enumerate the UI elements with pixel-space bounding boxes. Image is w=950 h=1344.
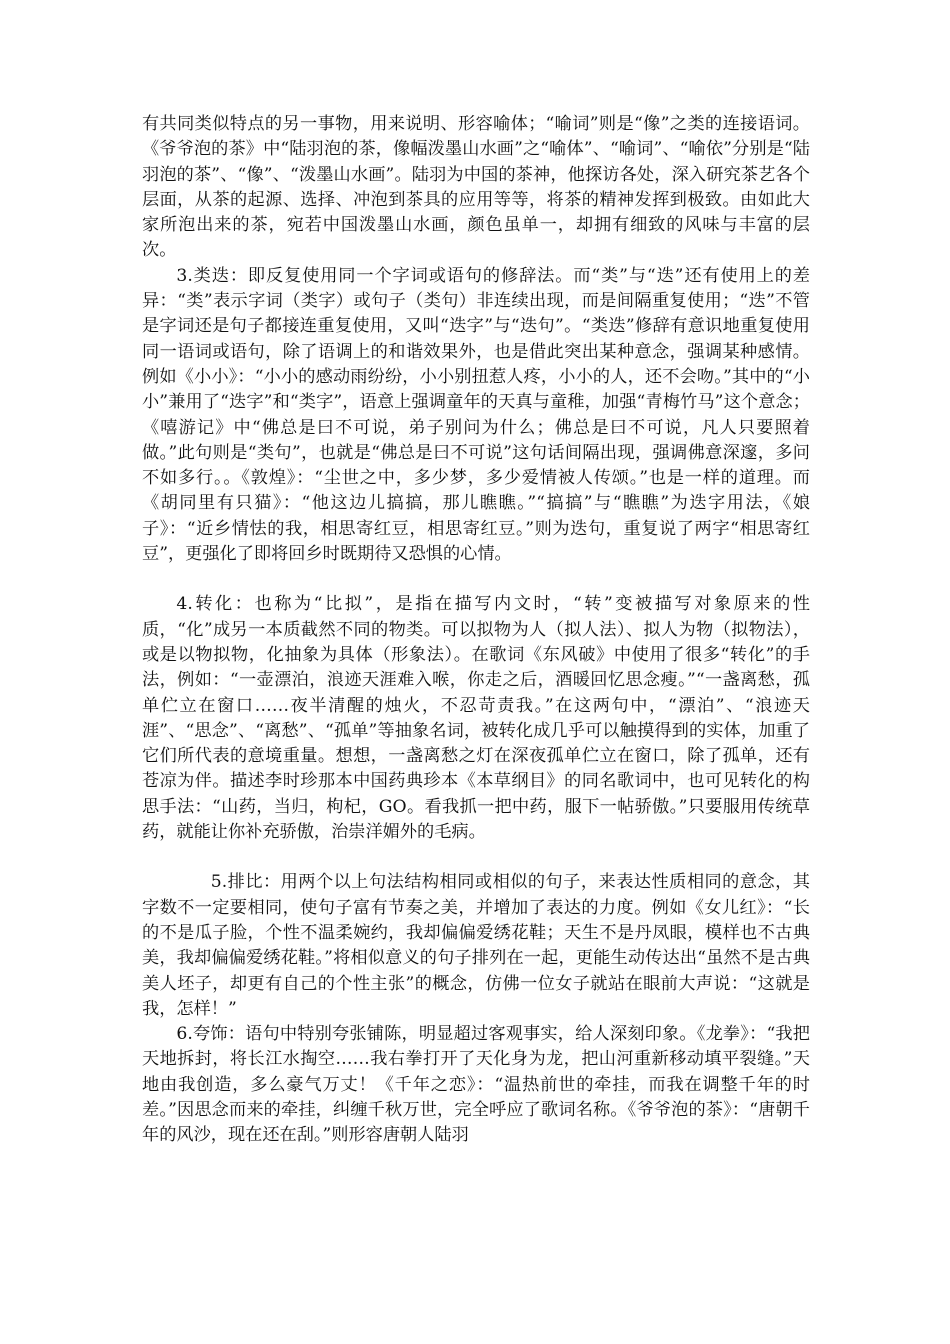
paragraph-personification: 4.转化：也称为“比拟”，是指在描写内文时，“转”变被描写对象原来的性质，“化”成另一本质截然不同的物类。可以拟物为人（拟人法）、拟人为物（拟物法），或是以物拟物，化抽象为具体（形象法）。在歌词《东风破》中使用了很多“转化”的手法，例如：“一壶漂泊，浪迹天涯难入喉，你走之后，酒暖回忆思念瘦。”“一盏离愁，孤单伫立在窗口……夜半清醒的烛火，不忍苛责我。”在这两句中，“漂泊”、“浪迹天涯”、“思念”、“离愁”、“孤单”等抽象名词，被转化成几乎可以触摸得到的实体，加重了它们所代表的意境重量。想想，一盏离愁之灯在深夜孤单伫立在窗口，除了孤单，还有苍凉为伴。描述李时珍那本中国药典珍本《本草纲目》的同名歌词中，也可见转化的构思手法：“山药，当归，枸杞，GO。看我抓一把中药，服下一帖骄傲。”只要服用传统草药，就能让你补充骄傲，治崇洋媚外的毛病。 (142, 594, 810, 843)
document-page (142, 112, 810, 1149)
paragraph-hyperbole: 6.夸饰：语句中特别夸张铺陈，明显超过客观事实，给人深刻印象。《龙拳》：“我把天地拆封，将长江水掏空……我右拳打开了天化身为龙，把山河重新移动填平裂缝。”天地由我创造，多么豪气万丈！《千年之恋》：“温热前世的牵挂，而我在调整千年的时差。”因思念而来的牵挂，纠缠千秋万世，完全呼应了歌词名称。《爷爷泡的茶》：“唐朝千年的风沙，现在还在刮。”则形容唐朝人陆羽 (142, 1024, 810, 1146)
paragraph-repetition: 3.类迭：即反复使用同一个字词或语句的修辞法。而“类”与“迭”还有使用上的差异：“类”表示字词（类字）或句子（类句）非连续出现，而是间隔重复使用；“迭”不管是字词还是句子都接连重复使用，又叫“迭字”与“迭句”。“类迭”修辞有意识地重复使用同一语词或语句，除了语调上的和谐效果外，也是借此突出某种意念，强调某种感情。例如《小小》：“小小的感动雨纷纷，小小别扭惹人疼，小小的人，还不会吻。”其中的“小小”兼用了“迭字”和“类字”，语意上强调童年的天真与童稚，加强“青梅竹马”这个意念；《嘻游记》中“佛总是曰不可说，弟子别问为什么；佛总是曰不可说，凡人只要照着做。”此句则是“类句”，也就是“佛总是曰不可说”这句话间隔出现，强调佛意深邃，多问不如多行。。《敦煌》：“尘世之中，多少梦，多少爱情被人传颂。”也是一样的道理。而《胡同里有只猫》：“他这边儿搞搞，那儿瞧瞧。”“搞搞”与“瞧瞧”为迭字用法，《娘子》：“近乡情怯的我，相思寄红豆，相思寄红豆。”则为迭句，重复说了两字“相思寄红豆”，更强化了即将回乡时既期待又恐惧的心情。 (142, 265, 810, 565)
paragraph-metaphor-continued: 有共同类似特点的另一事物，用来说明、形容喻体；“喻词”则是“像”之类的连接语词。《爷爷泡的茶》中“陆羽泡的茶，像幅泼墨山水画”之“喻体”、“喻词”、“喻依”分别是“陆羽泡的茶”、“像”、“泼墨山水画”。陆羽为中国的茶神，他探访各处，深入研究茶艺各个层面，从茶的起源、选择、冲泡到茶具的应用等等，将茶的精神发挥到极致。由如此大家所泡出来的茶，宛若中国泼墨山水画，颜色虽单一，却拥有细致的风味与丰富的层次。 (142, 114, 810, 261)
paragraph-parallelism: 5.排比：用两个以上句法结构相同或相似的句子，来表达性质相同的意念，其字数不一定要相同，使句子富有节奏之美，并增加了表达的力度。例如《女儿红》：“长的不是瓜子脸，个性不温柔婉约，我却偏偏爱绣花鞋；天生不是丹凤眼，模样也不古典美，我却偏偏爱绣花鞋。”将相似意义的句子排列在一起，更能生动传达出“虽然不是古典美人坯子，却更有自己的个性主张”的概念，仿佛一位女子就站在眼前大声说：“这就是我，怎样！” (142, 872, 810, 1019)
